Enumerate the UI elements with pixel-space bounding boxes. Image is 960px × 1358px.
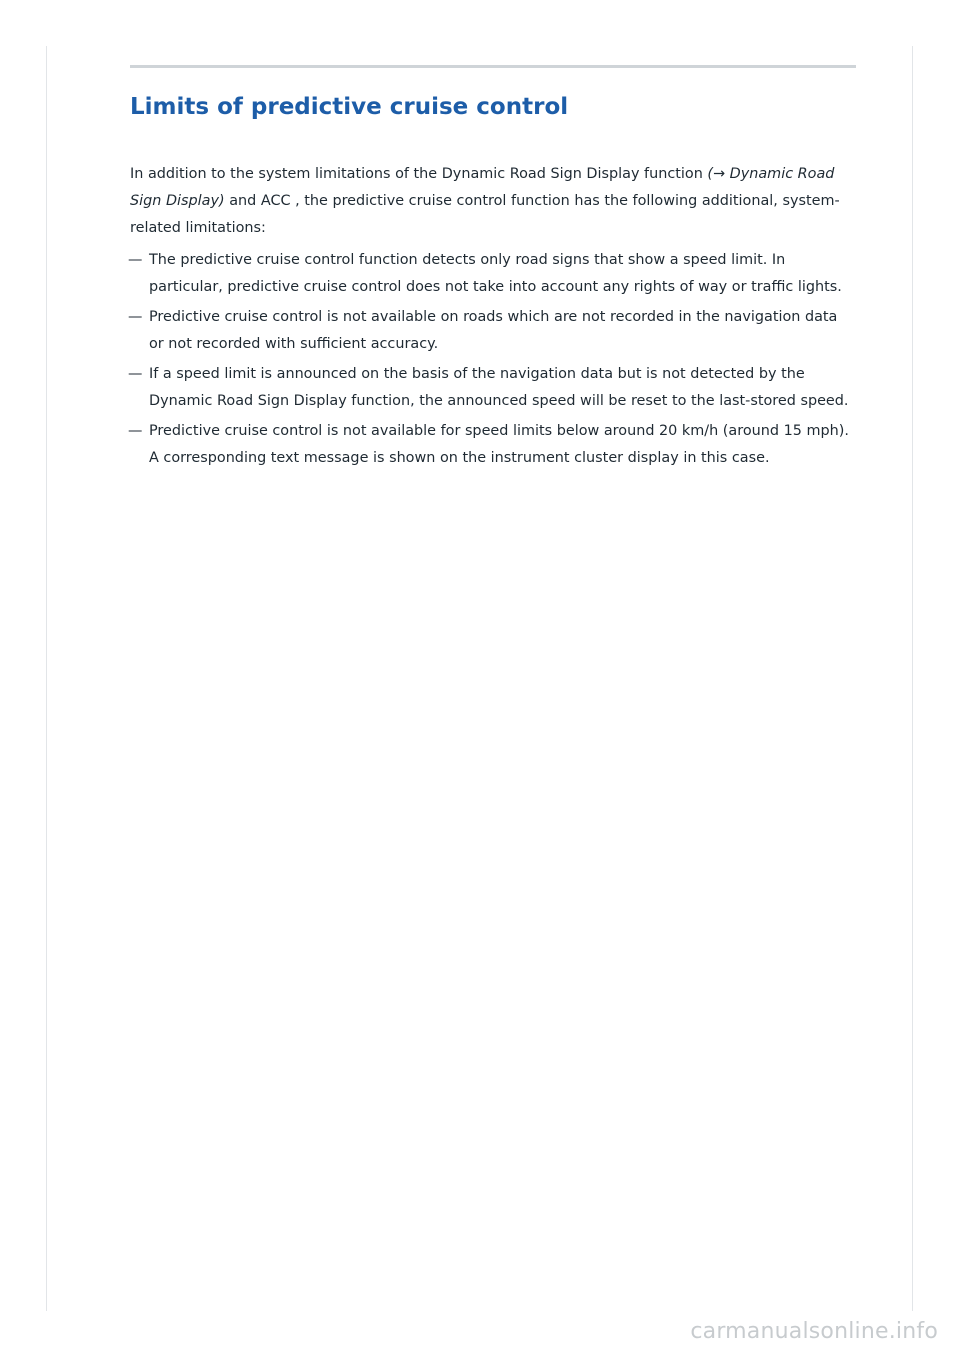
dash-bullet: — (128, 366, 143, 382)
list-item-text: If a speed limit is announced on the basis of the navigation data but is not detected by the Dynamic Road Sign Display function, the announced speed will be reset to the last-stored speed. (149, 366, 849, 409)
section-title: Limits of predictive cruise control (130, 94, 569, 120)
page-border-left (46, 46, 47, 1311)
header-divider (130, 65, 856, 68)
list-item (130, 247, 856, 301)
list-item (130, 304, 856, 358)
dash-bullet: — (128, 309, 143, 325)
intro-paragraph (130, 161, 856, 242)
list-item-text: The predictive cruise control function detects only road signs that show a speed limit. In particular, predictive cruise control does not take into account any rights of way or traffic lights. (149, 252, 842, 295)
page-border-right (912, 46, 913, 1311)
site-watermark: carmanualsonline.info (690, 1319, 938, 1344)
list-item-text: Predictive cruise control is not available for speed limits below around 20 km/h (around 15 mph). A corresponding text message is shown on the instrument cluster display in this case. (149, 423, 849, 466)
limitations-list (130, 247, 856, 472)
cross-reference-link[interactable]: (→ Dynamic Road Sign Display) (130, 166, 835, 209)
dash-bullet: — (128, 423, 143, 439)
list-item-text: Predictive cruise control is not available on roads which are not recorded in the navigation data or not recorded with sufficient accuracy. (149, 309, 838, 352)
section-body (130, 161, 856, 475)
list-item (130, 361, 856, 415)
intro-text-end: and ACC , the predictive cruise control function has the following additional, system-related limitations: (130, 193, 840, 236)
intro-text-start: In addition to the system limitations of the Dynamic Road Sign Display function (130, 166, 708, 182)
list-item (130, 418, 856, 472)
dash-bullet: — (128, 252, 143, 268)
